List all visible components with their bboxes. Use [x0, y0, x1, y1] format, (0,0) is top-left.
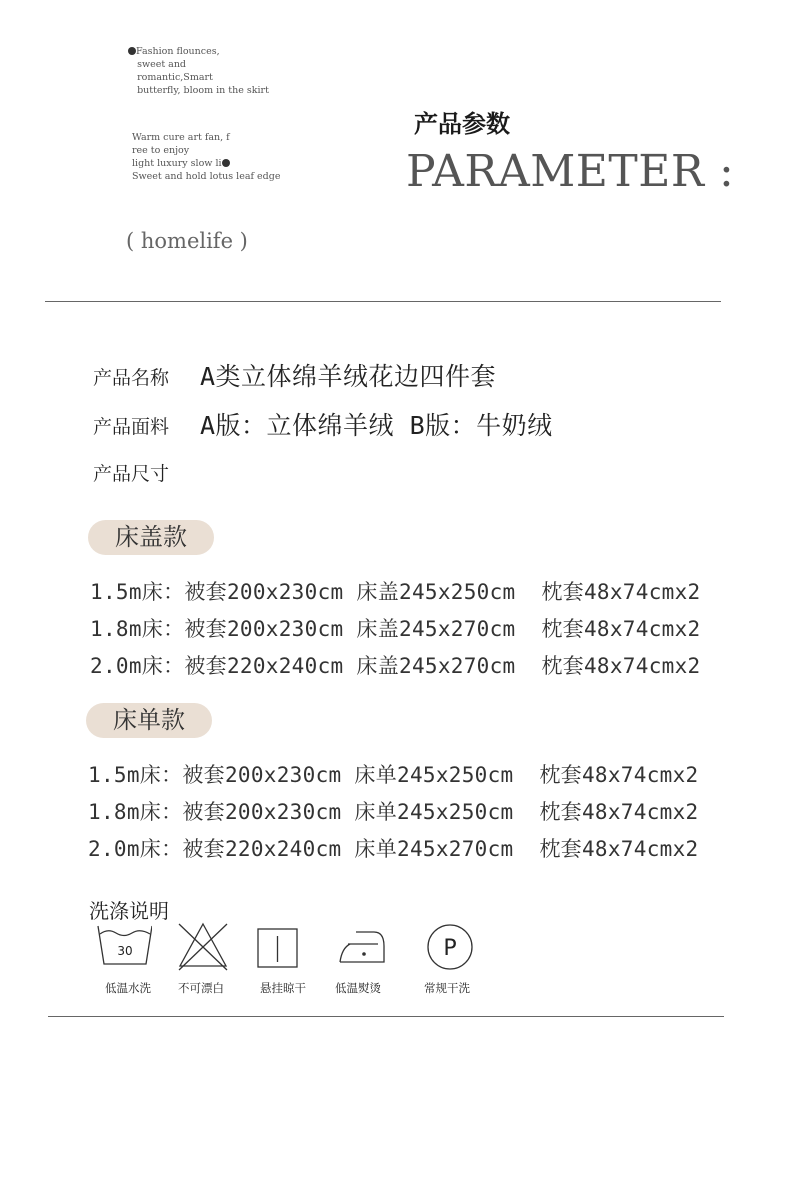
product-material-value: A版：立体绵羊绒 B版：牛奶绒 — [200, 411, 553, 440]
bedcover-row: 1.5m床：被套200x230cm 床盖245x250cm 枕套48x74cmx2 — [90, 580, 701, 604]
low-temp-iron-icon — [334, 922, 390, 978]
bedcover-section-pill: 床盖款 — [88, 520, 214, 555]
product-size-label: 产品尺寸 — [93, 463, 170, 485]
no-bleach-icon — [176, 920, 232, 976]
care-label-no-bleach: 不可漂白 — [178, 981, 224, 995]
divider-bottom — [48, 1016, 724, 1017]
wash-temp-text: 30 — [117, 944, 133, 958]
product-name-label: 产品名称 — [93, 367, 170, 389]
bedsheet-row: 1.8m床：被套200x230cm 床单245x250cm 枕套48x74cmx2 — [88, 800, 699, 824]
product-material-label: 产品面料 — [93, 416, 170, 438]
divider-top — [45, 301, 721, 302]
dry-clean-letter: P — [443, 936, 457, 961]
brand-name: ( homelife ) — [126, 229, 248, 253]
bullet-dot-icon — [222, 159, 230, 167]
dry-clean-icon — [422, 920, 478, 976]
low-temp-wash-icon — [96, 920, 152, 976]
page-title-en: PARAMETER : — [406, 146, 735, 197]
bedsheet-row: 2.0m床：被套220x240cm 床单245x270cm 枕套48x74cmx2 — [88, 837, 699, 861]
care-title: 洗涤说明 — [89, 899, 169, 923]
bullet-dot-icon — [128, 47, 136, 55]
bedsheet-row: 1.5m床：被套200x230cm 床单245x250cm 枕套48x74cmx2 — [88, 763, 699, 787]
tagline-bottom: Warm cure art fan, f ree to enjoy light luxury slow li Sweet and hold lotus leaf edge — [132, 132, 281, 182]
page-title-cn: 产品参数 — [414, 110, 510, 138]
bedcover-row: 1.8m床：被套200x230cm 床盖245x270cm 枕套48x74cmx2 — [90, 617, 701, 641]
hang-dry-icon — [250, 922, 306, 978]
product-name-value: A类立体绵羊绒花边四件套 — [200, 362, 497, 391]
care-label-low-temp-wash: 低温水洗 — [105, 981, 151, 995]
care-label-low-temp-iron: 低温熨烫 — [335, 981, 381, 995]
care-label-hang-dry: 悬挂晾干 — [260, 981, 306, 995]
bedcover-row: 2.0m床：被套220x240cm 床盖245x270cm 枕套48x74cmx2 — [90, 654, 701, 678]
care-label-dry-clean: 常规干洗 — [424, 981, 470, 995]
bedsheet-section-pill: 床单款 — [86, 703, 212, 738]
tagline-top: Fashion flounces, sweet and romantic,Smart butterfly, bloom in the skirt — [128, 45, 269, 97]
